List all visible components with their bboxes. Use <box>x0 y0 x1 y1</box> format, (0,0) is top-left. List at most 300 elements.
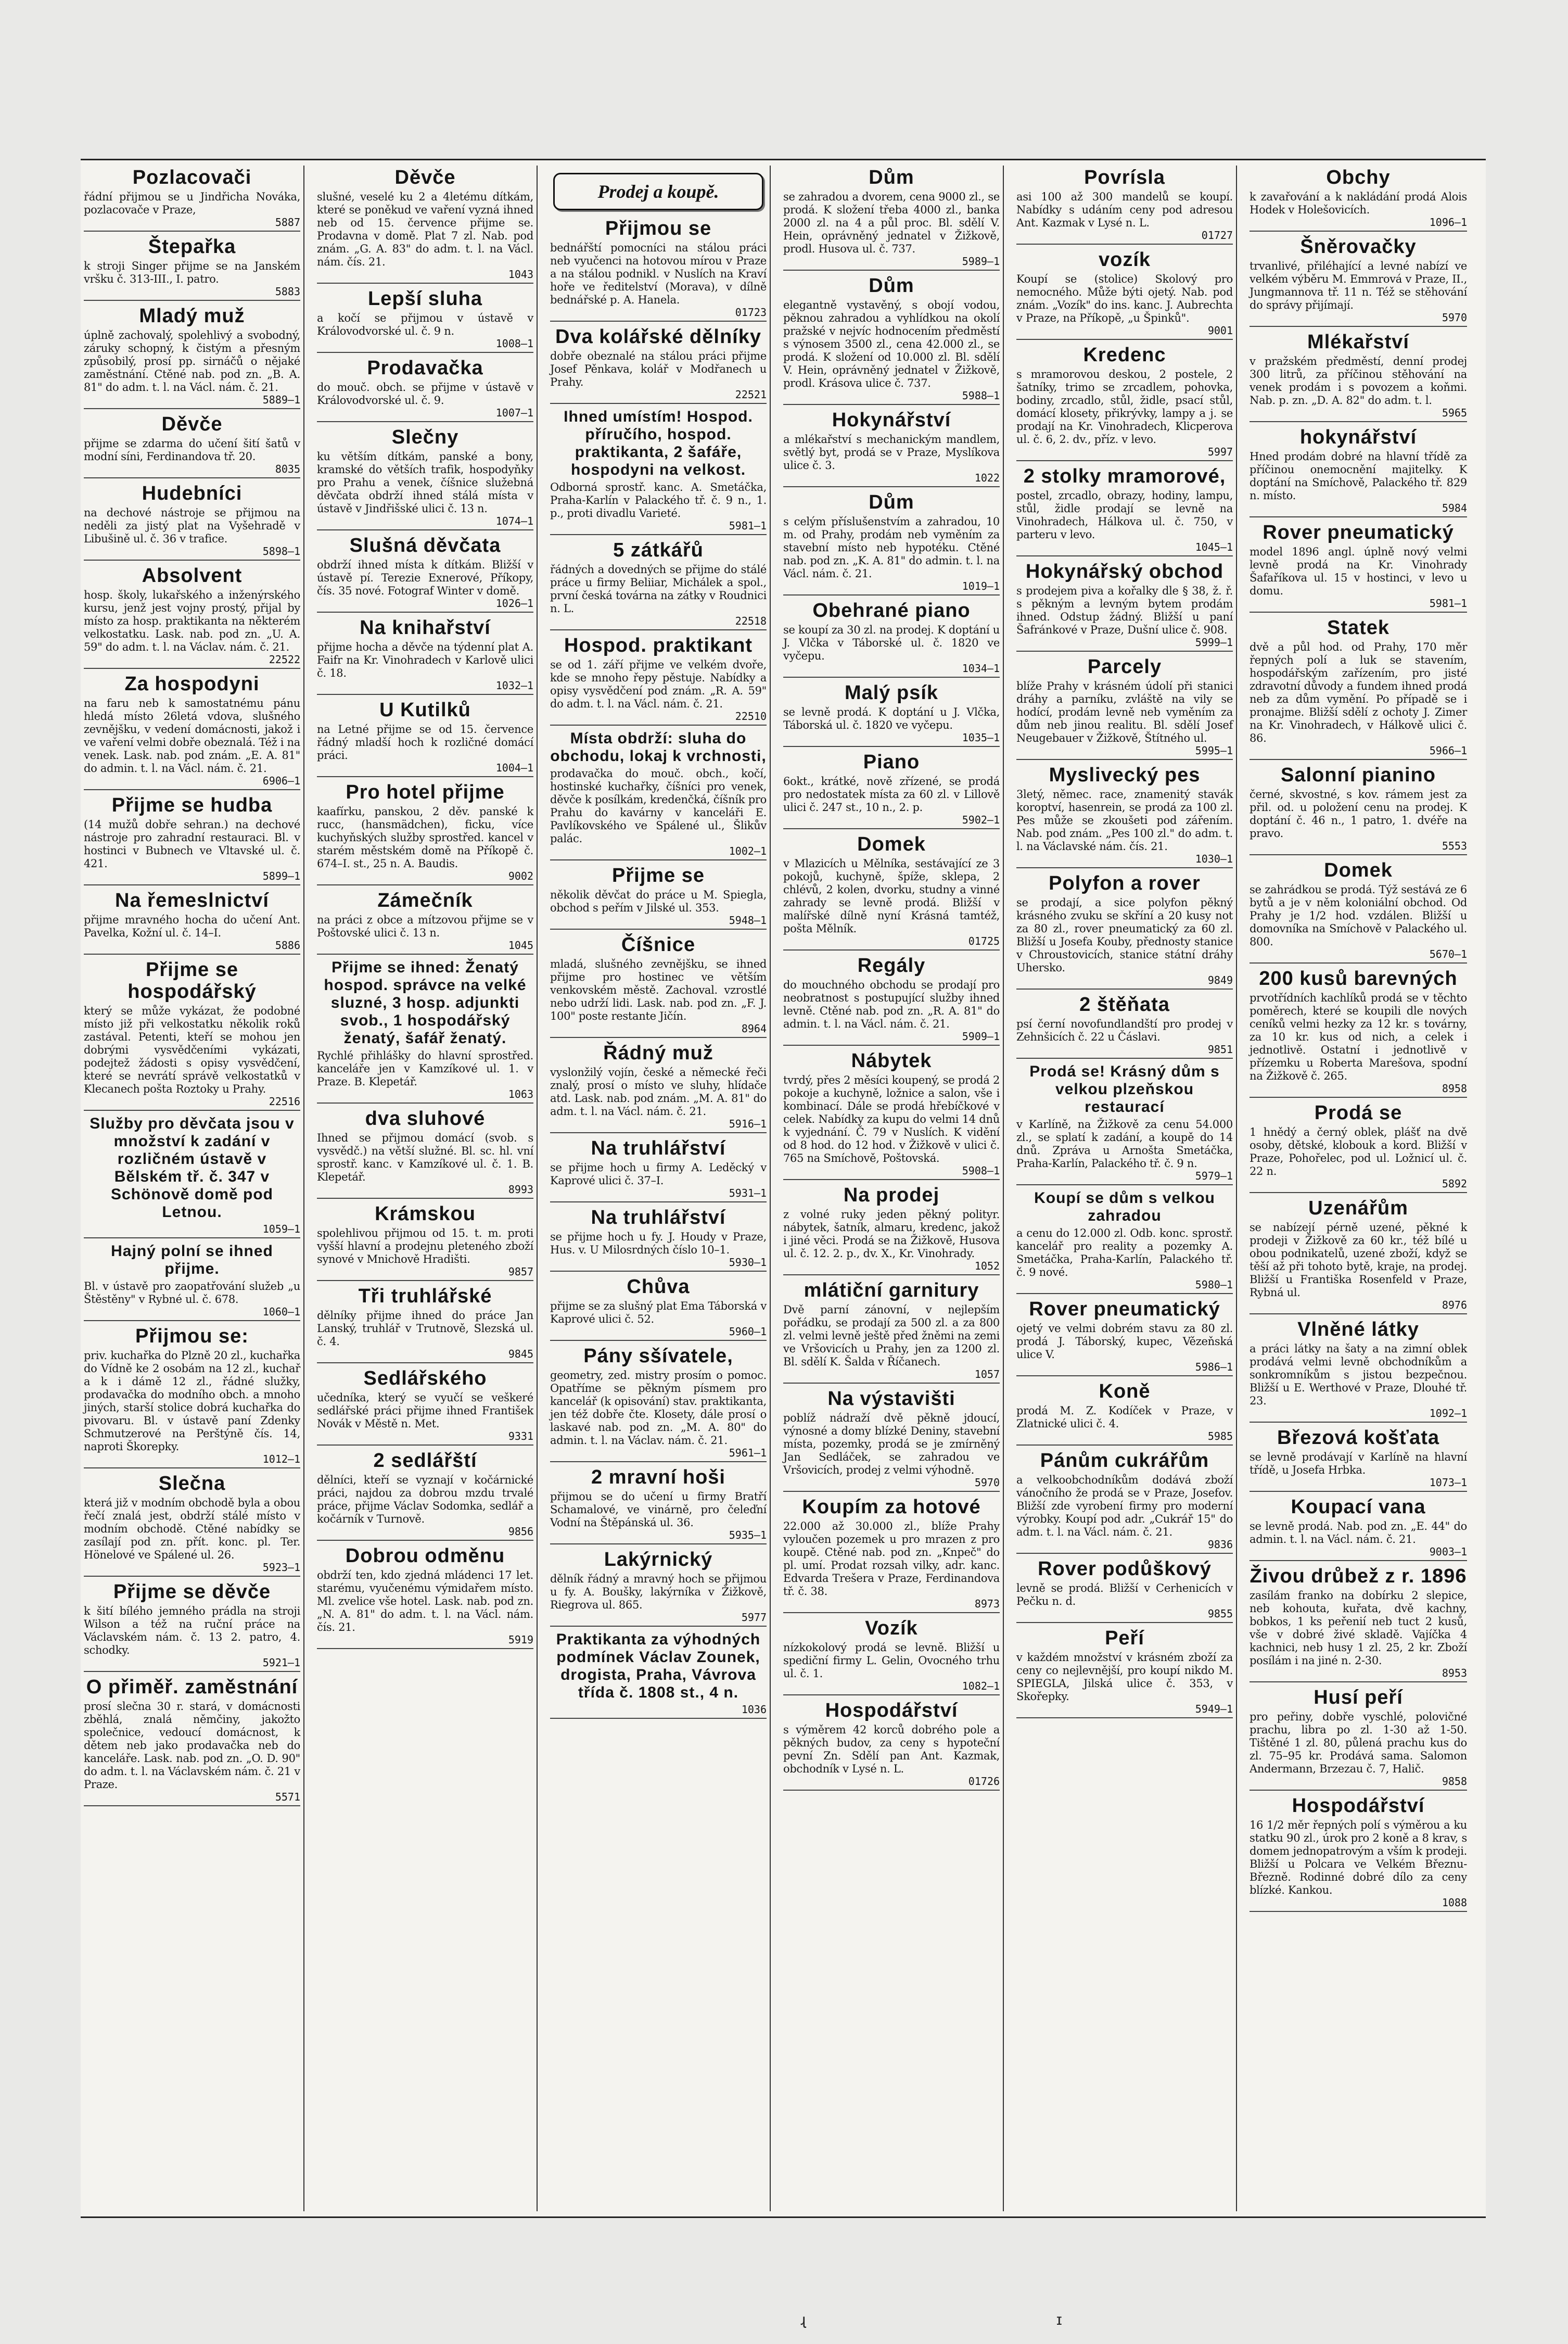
ad-text: na dechové nástroje se přijmou na neděli za jistý plat na Vyšehradě v Libušině ul. č. 36 v trafice. <box>84 506 300 545</box>
classified-ad <box>550 1466 767 1544</box>
classified-ad <box>84 1243 300 1321</box>
ad-text: Ihned se přijmou domácí (svob. s vysvědč.) na větší služné. Bl. sc. hl. vní sprostř. kanc. v Kamzíkové ul. č. 1. B. Klepetář. <box>317 1132 533 1183</box>
classified-ad <box>84 959 300 1111</box>
ad-heading: Slečny <box>391 426 459 448</box>
ad-reference-number: 22522 <box>269 653 300 666</box>
ad-heading: Vozík <box>865 1617 918 1639</box>
ad-reference-number: 5970 <box>1442 311 1467 324</box>
ad-reference-number: 5908–1 <box>962 1164 1000 1177</box>
ad-heading: Pro hotel přijme <box>346 781 505 803</box>
classified-ad <box>550 326 767 404</box>
ad-heading: Koupí se dům s velkou zahradou <box>1034 1189 1215 1224</box>
ad-text: slušné, veselé ku 2 a 4letému dítkám, které se poněkud ve vaření vyzná ihned neb od 15. července přijme se. Prodavna v domě. Plat 7 zl. Nab. pod znám. „G. A. 83" do adm. t. l. na Václ. nám. čís. 21. <box>317 191 533 268</box>
ad-heading: 2 mravní hoši <box>591 1466 725 1488</box>
ad-text: a velkoobchodníkům dodává zboží vánočního že prodá se v Praze, Josefov. Bližší zde vyrobení firmy pro moderní výrobky. Koupí pod adr. „Cukrář 15" do adm. t. l. na Václ. nám. č. 21. <box>1016 1474 1233 1538</box>
classified-ad <box>1016 561 1233 652</box>
ad-reference-number: 22521 <box>735 388 767 401</box>
ad-reference-number: 22510 <box>735 710 767 723</box>
classified-ad <box>1250 1197 1467 1314</box>
column-1 <box>81 166 304 2211</box>
ad-heading: Hospodářství <box>825 1700 958 1721</box>
column-6 <box>1246 166 1470 2211</box>
ad-reference-number: 5930–1 <box>729 1256 767 1269</box>
ad-heading: O přiměř. zaměstnání <box>86 1676 298 1698</box>
ad-reference-number: 22518 <box>735 615 767 627</box>
classified-ad <box>550 408 767 535</box>
classified-ad <box>783 1050 1000 1180</box>
ad-reference-number: 5916–1 <box>729 1118 767 1130</box>
ad-reference-number: 1012–1 <box>262 1453 300 1465</box>
ad-text: do mouč. obch. se přijme v ústavě v Královodvorské ul. č. 9. <box>317 381 533 407</box>
ad-text: spolehlivou přijmou od 15. t. m. proti vyšší hlavní a prodejnu pleteného zboží synové v Mnichově Hradišti. <box>317 1227 533 1265</box>
ad-heading: vozík <box>1098 249 1151 271</box>
ad-heading: Sedlářského <box>363 1367 487 1389</box>
ad-reference-number: 1057 <box>974 1368 1000 1380</box>
ad-text: elegantně vystavěný, s obojí vodou, pěknou zahradou a vyhlídkou na okolí pražské v nejvíc hodnocením předměstí s výnosem 3500 zl., cena 42.000 zl., se prodá. K složení od 10.000 zl. Bl. sdělí V. Hein, oprávněný jednatel v Žižkově, prodl. Krásova ulice č. 737. <box>783 299 1000 389</box>
classified-ad <box>783 1496 1000 1613</box>
ad-heading: Prodá se <box>1314 1102 1403 1124</box>
ad-text: Hned prodám dobré na hlavní třídě za příčinou onemocnění majitelky. K doptání na Smíchově, Palackého tř. 829 n. místo. <box>1250 450 1467 502</box>
ad-reference-number: 1004–1 <box>495 762 533 774</box>
ad-text: levně se prodá. Bližší v Cerhenicích v Pečku n. d. <box>1016 1582 1233 1607</box>
ad-text: a práci látky na šaty a na zimní oblek prodává velmi levně obchodníkům a sonkromníkům s jistou bezpečnou. Bližší u E. Werthové v Praze, Dlouhé tř. 23. <box>1250 1342 1467 1407</box>
ad-reference-number: 8953 <box>1442 1667 1467 1679</box>
classified-ad <box>783 1700 1000 1791</box>
ad-heading: Prodá se! Krásný dům s velkou plzeňskou restaurací <box>1029 1063 1220 1116</box>
ad-heading: Přijmou se <box>605 218 712 239</box>
ad-text: dvě a půl hod. od Prahy, 170 měr řepných polí a luk se stavením, hospodářským zařízením, pro jisté zdravotní důvody a fundem ihned prodá neb za dům vymění. Po případě se i pronajme. Bližší sdělí z ochoty J. Zimer na Kr. Vinohradech, v Hálkově ulici č. 86. <box>1250 641 1467 744</box>
classified-ad <box>1016 1450 1233 1554</box>
ad-text: Odborná sprostř. kanc. A. Smetáčka, Praha-Karlín v Palackého tř. č. 9 n., 1. p., proti divadlu Varieté. <box>550 481 767 520</box>
ad-text: v Mlazicích u Mělníka, sestávající ze 3 pokojů, kuchyně, špíže, sklepa, 2 chlévů, 2 kolen, dvorku, studny a vinné zahrady se levně prodá. Bližší v malířské dílně nyní Krásná tamtéž, pošta Mělník. <box>783 857 1000 935</box>
classified-ad <box>550 934 767 1038</box>
classified-ad <box>84 565 300 669</box>
ad-heading: Salonní pianino <box>1281 764 1436 786</box>
ad-heading: Absolvent <box>142 565 243 587</box>
classified-ad <box>1016 1380 1233 1446</box>
ad-text: 6okt., krátké, nově zřízené, se prodá pro nedostatek místa za 60 zl. v Lillově ulici č. 247 st., 10 n., 2. p. <box>783 775 1000 814</box>
classified-ad <box>1250 1427 1467 1492</box>
classified-ad <box>84 305 300 409</box>
ad-text: dělník řádný a mravný hoch se přijmou u fy. A. Boušky, lakýrníka v Žižkově, Riegrova ul. 865. <box>550 1573 767 1611</box>
classified-ad <box>550 1631 767 1719</box>
ad-reference-number: 5984 <box>1442 502 1467 514</box>
ad-heading: mlátiční garnitury <box>804 1279 979 1301</box>
ad-heading: Hokynářský obchod <box>1025 561 1224 582</box>
ad-reference-number: 1096–1 <box>1429 216 1467 229</box>
ad-heading: Dva kolářské dělníky <box>555 326 761 348</box>
ad-reference-number: 01725 <box>968 935 1000 947</box>
ad-text: se zahrádkou se prodá. Týž sestává ze 6 bytů a je v něm koloniální obchod. Od Prahy je 1/2 hod. vzdálen. Bližší u domovníka na Smíchově v Palackého ul. 800. <box>1250 883 1467 948</box>
classified-ad <box>317 288 533 353</box>
ad-reference-number: 1002–1 <box>729 845 767 857</box>
ad-reference-number: 6906–1 <box>262 775 300 787</box>
ad-heading: Slečna <box>158 1473 226 1494</box>
ad-heading: Obehrané piano <box>812 600 971 622</box>
ad-text: vyslonžilý vojín, české a německé řeči znalý, prosí o místo ve sluhy, hlídače atd. Lask. nab. pod znám. „M. A. 81" do adm. t. l. na Václ. nám. č. 21. <box>550 1066 767 1118</box>
ad-heading: Koupím za hotové <box>802 1496 981 1518</box>
classified-ad <box>1250 236 1467 327</box>
ad-heading: Peří <box>1105 1627 1144 1649</box>
ad-reference-number: 9845 <box>508 1348 533 1360</box>
ad-reference-number: 5986–1 <box>1195 1361 1233 1373</box>
ad-heading: Nábytek <box>851 1050 932 1072</box>
ad-text: bednářští pomocníci na stálou práci neb vyučenci na hotovou mírou v Praze a na stálou podnikl. v Nuslích na Kraví hoře ve ředitelství (Morava), v dílně bednářské p. A. Hanela. <box>550 242 767 306</box>
ad-text: se nabízejí pérně uzené, pěkné k prodeji v Žižkově za 60 kr., též bílé u obou podnikatelů, uzené zboží, když se těší až při tohoto bytě, kraje, na prodej. Bližší u Františka Rosenfeld v Praze, Rybná ul. <box>1250 1221 1467 1299</box>
ad-text: dělníky přijme ihned do práce Jan Lanský, truhlář v Trutnově, Slezská ul. č. 4. <box>317 1309 533 1348</box>
classified-ad <box>783 1388 1000 1492</box>
classified-ad <box>783 751 1000 829</box>
classified-ad <box>1250 968 1467 1098</box>
classified-ad <box>317 1108 533 1199</box>
ad-heading: Uzenářům <box>1308 1197 1408 1219</box>
ad-heading: Domek <box>1324 859 1393 881</box>
ad-reference-number: 9851 <box>1207 1043 1233 1056</box>
ad-heading: Na řemeslnictví <box>115 890 269 911</box>
ad-heading: Pozlacovači <box>132 167 252 188</box>
ad-reference-number: 5553 <box>1442 840 1467 852</box>
ad-heading: 2 štěňata <box>1079 994 1170 1016</box>
ad-text: prosí slečna 30 r. stará, v domácnosti zběhlá, znalá němčiny, jakožto společnice, vedoucí domácnost, k dětem neb jako prodavačka neb do kanceláře. Lask. nab. pod zn. „O. D. 90" do adm. t. l. na Václavském nám. č. 21 v Praze. <box>84 1700 300 1791</box>
ad-reference-number: 01723 <box>735 306 767 319</box>
column-3 <box>547 166 771 2211</box>
ad-text: s mramorovou deskou, 2 postele, 2 šatníky, trimo se zrcadlem, pohovka, bodiny, zrcadlo, stůl, židle, psací stůl, domácí klosety, přikrývky, lampy a j. se prodají na Kr. Vinohradech, Klicperova ul. č. 6, 2. dv., příz. v levo. <box>1016 368 1233 446</box>
ad-text: přijme mravného hocha do učení Ant. Pavelka, Kožní ul. č. 14–I. <box>84 914 300 939</box>
classified-ad <box>550 1276 767 1341</box>
classified-ad <box>84 1676 300 1806</box>
ad-text: úplně zachovalý, spolehlivý a svobodný, záruky schopný, k čistým a přesným způsobilý, prosí pp. sirnáčů o nějaké zaměstnání. Ctěné nab. pod zn. „B. A. 81" do adm. t. l. na Václ. nám. č. 21. <box>84 329 300 394</box>
classified-ad <box>783 167 1000 271</box>
ad-text: se levně prodá. K doptání u J. Vlčka, Táborská ul. č. 1820 ve vyčepu. <box>783 706 1000 731</box>
ad-reference-number: 9855 <box>1207 1607 1233 1620</box>
classified-ad <box>1250 1795 1467 1912</box>
ad-heading: Řádný muž <box>603 1042 713 1064</box>
ad-reference-number: 1059–1 <box>262 1223 300 1235</box>
ad-text: k šití bílého jemného prádla na stroji Wilson a též na ruční práce na Václavském nám. č. 13 2. patro, 4. schodky. <box>84 1605 300 1656</box>
classified-ad <box>84 1115 300 1238</box>
classified-ad <box>1250 426 1467 517</box>
ad-reference-number: 1030–1 <box>1195 853 1233 865</box>
classified-ad <box>1016 1063 1233 1185</box>
classified-ad <box>1250 522 1467 613</box>
ad-heading: Praktikanta za výhodných podmínek Václav Zounek, drogista, Praha, Vávrova třída č. 1808 st., 4 n. <box>556 1631 761 1701</box>
ad-text: v pražském předměstí, denní prodej 300 litrů, za příčinou stěhování na venek prodám i s povozem a koňmi. Nab. p. zn. „D. A. 82" do adm. t. l. <box>1250 355 1467 407</box>
ad-heading: Malý psík <box>844 682 939 704</box>
column-4 <box>780 166 1004 2211</box>
classified-ad <box>317 167 533 284</box>
ad-text: řádných a dovedných se přijme do stálé práce u firmy Beliiar, Michálek a spol., první česká továrna na zátky v Roudnici n. L. <box>550 563 767 615</box>
ad-reference-number: 1008–1 <box>495 337 533 350</box>
ad-text: obdrží ihned místa k dítkám. Bližší v ústavě pí. Terezie Exnerové, Příkopy, čís. 35 nové. Fotograf Winter v domě. <box>317 559 533 597</box>
ad-text: 22.000 až 30.000 zl., blíže Prahy vyloučen pozemek u pro mrazen z pro koupě. Ctěné nab. pod zn. „Knpeč" do pl. umí. Prodat rozsah vilky, adr. kanc. Edvarda Trešera v Praze, Ferdinandova tř. č. 38. <box>783 1520 1000 1598</box>
ad-reference-number: 9857 <box>508 1265 533 1278</box>
ad-text: černé, skvostné, s kov. rámem jest za přil. od. u položení cenu na prodej. K doptání č. 46 n., 1 patro, 1. dvéře na pravo. <box>1250 788 1467 840</box>
classified-ad <box>317 1203 533 1281</box>
ad-reference-number: 5883 <box>275 285 300 298</box>
classified-ad <box>550 1042 767 1133</box>
ad-heading: Myslivecký pes <box>1049 764 1201 786</box>
classified-ad <box>317 1450 533 1541</box>
classified-ad <box>317 959 533 1104</box>
classified-ad <box>317 699 533 777</box>
ad-text: na práci z obce a mítzovou přijme se v Poštovské ulici č. 13 n. <box>317 914 533 939</box>
ad-text: obdrží ten, kdo zjedná mládenci 17 let. starému, vyučenému výmidařem místo. Ml. zvelice vše hotel. Lask. nab. pod zn. „N. A. 81" do adm. t. l. na Václ. nám. čís. 21. <box>317 1569 533 1633</box>
ad-reference-number: 01727 <box>1201 229 1233 242</box>
classified-ad <box>550 1549 767 1627</box>
page-mark-right: ɪ <box>1056 2311 1062 2328</box>
classified-ad <box>783 1184 1000 1275</box>
ad-text: mladá, slušného zevnějšku, se ihned přijme pro hostinec ve větším venkovském městě. Zachoval. vzrostlé nebo udrží lidi. Lask. nab. pod zn. „F. J. 100" poste restante Jičín. <box>550 958 767 1022</box>
section-banner: Prodej a koupě. <box>553 173 763 210</box>
ad-reference-number: 9856 <box>508 1525 533 1538</box>
ad-reference-number: 5670–1 <box>1429 948 1467 960</box>
classified-ad <box>317 617 533 695</box>
classified-ad <box>550 1137 767 1202</box>
ad-reference-number: 1043 <box>508 268 533 281</box>
ad-text: zasílám franko na dobírku 2 slepice, neb kohouta, kuřata, dvě kachny, bobkos, 1 ks peřenií neb tuct 2 kusů, vše v dobré živé skladě. Vajíčka 4 kachnici, neb husy 1 zl. 25, 2 kr. Zboží posílám i na jiné n. 2-30. <box>1250 1589 1467 1667</box>
ad-heading: Dům <box>869 491 914 513</box>
ad-heading: Domek <box>857 833 926 855</box>
ad-reference-number: 8958 <box>1442 1082 1467 1095</box>
ad-text: učedníka, který se vyučí se veškeré sedlářské práci přijme ihned František Novák v Městě n. Met. <box>317 1391 533 1430</box>
column-5 <box>1013 166 1237 2211</box>
classified-ad <box>84 1325 300 1468</box>
ad-text: se zahradou a dvorem, cena 9000 zl., se prodá. K složení třeba 4000 zl., banka 2000 zl. na 4 a půl proc. Bl. sdělí V. Hein, oprávněný jednatel v Žižkově, prodl. Husova ul. č. 737. <box>783 191 1000 255</box>
ad-reference-number: 5919 <box>508 1633 533 1646</box>
ad-text: dobře obeznalé na stálou práci přijme Josef Pěnkava, kolář v Modřanech u Prahy. <box>550 350 767 388</box>
ad-heading: Ihned umístím! Hospod. příručího, hospod. praktikanta, 2 šafáře, hospodyni na velkost. <box>564 408 753 478</box>
ad-text: přijme se zdarma do učení šití šatů v modní síni, Ferdinandova tř. 20. <box>84 437 300 463</box>
ad-text: se přijme hoch u firmy A. Leděcký v Kaprové ulici č. 37–I. <box>550 1161 767 1187</box>
ad-reference-number: 1032–1 <box>495 679 533 692</box>
ad-reference-number: 22516 <box>269 1095 300 1108</box>
ad-reference-number: 1045–1 <box>1195 541 1233 553</box>
ad-reference-number: 9836 <box>1207 1538 1233 1551</box>
ad-heading: Zámečník <box>377 890 473 911</box>
ad-text: která již v modním obchodě byla a obou řečí znalá jest, obdrží stálé místo v modním obchodě. Ctěné nabídky se zasílají pod zn. přít. konc. pl. Ter. Hönelové ve Spálené ul. 26. <box>84 1497 300 1561</box>
ad-reference-number: 8993 <box>508 1183 533 1196</box>
ad-text: (14 mužů dobře sehran.) na dechové nástroje pro zahradní restauraci. Bl. v hostinci v Bubnech ve Vltavské ul. č. 421. <box>84 818 300 870</box>
ad-text: blíže Prahy v krásném údolí při stanici dráhy a parníku, zvláště na vily se hodící, prodám levně neb vyměním za dům neb jinou realitu. Bl. sdělí Josef Neugebauer v Žižkově, Štítného ul. <box>1016 680 1233 744</box>
ad-heading: Na prodej <box>843 1184 940 1206</box>
ad-reference-number: 5899–1 <box>262 870 300 882</box>
ad-text: prodá M. Z. Kodíček v Praze, v Zlatnické ulici č. 4. <box>1016 1404 1233 1430</box>
ad-heading: Kredenc <box>1083 344 1166 366</box>
ad-heading: Lepší sluha <box>367 288 483 310</box>
ad-text: s celým příslušenstvím a zahradou, 10 m. od Prahy, prodám neb vyměním za stavební místo neb hypotéku. Ctěné nab. pod zn. „K. A. 81" do admin. t. l. na Václ. nám. č. 21. <box>783 515 1000 580</box>
classified-ad <box>317 781 533 885</box>
classified-ad <box>1016 344 1233 461</box>
ad-text: v Karlíně, na Žižkově za cenu 54.000 zl., se splatí k zadání, a koupě do 14 dnů. Zpráva u Arnošta Smetáčka, Praha-Karlín, Palackého tř. č. 9 n. <box>1016 1118 1233 1170</box>
ad-reference-number: 5981–1 <box>729 520 767 532</box>
ad-text: tvrdý, přes 2 měsíci koupený, se prodá 2 pokoje a kuchyně, ložnice a salon, vše i kombinací. Dále se prodá hřebíčkové v celek. Nabídky za kupu do velmi 14 dnů k vyjednání. Č. 79 v Nuslích. K vidění od 8 hod. do 12 hod. v Žižkově v ulici č. 765 na Smíchově, Poštovská. <box>783 1074 1000 1164</box>
ad-heading: Slušná děvčata <box>349 535 501 556</box>
classified-ad <box>783 409 1000 487</box>
ad-heading: Rover pneumatický <box>1029 1298 1220 1320</box>
classified-ad <box>1250 1565 1467 1682</box>
ad-heading: Březová košťata <box>1277 1427 1439 1449</box>
ad-heading: Krámskou <box>375 1203 476 1225</box>
ad-heading: Dům <box>869 167 914 188</box>
ad-text: se přijme hoch u fy. J. Houdy v Praze, Hus. v. U Milosrdných číslo 10–1. <box>550 1231 767 1256</box>
ad-text: geometry, zed. mistry prosím o pomoc. Opatříme se pěkným písmem pro kancelář (k opisování) stav. praktikanta, jen též dobře čte. Klosety, dále prosí o laskavé nab. pod zn. „M. A. 80" do admin. t. l. na Václav. nám. č. 21. <box>550 1369 767 1447</box>
ad-text: 3letý, němec. race, znamenitý stavák koroptví, hasenrein, se prodá za 100 zl. Pes může se zkoušeti pod zářením. Nab. pod znám. „Pes 100 zl." do adm. t. l. na Václavské nám. čís. 21. <box>1016 788 1233 853</box>
classified-ad <box>1250 617 1467 760</box>
ad-heading: Statek <box>1327 617 1390 639</box>
ad-heading: Živou drůbež z r. 1896 <box>1250 1565 1467 1587</box>
ad-heading: Lakýrnický <box>604 1549 713 1570</box>
ad-text: prodavačka do mouč. obch., kočí, hostinské kuchařky, číšníci pro venek, děvče k posílkám, kredenčká, číšník pro Prahu do kavárny v kanceláři E. Pavlíkovského ve Spálené ul., Šlikův palác. <box>550 767 767 845</box>
classified-ad <box>84 673 300 790</box>
column-2 <box>314 166 538 2211</box>
classified-ad <box>550 635 767 726</box>
classified-ad <box>783 600 1000 678</box>
ad-text: ojetý ve velmi dobrém stavu za 80 zl. prodá J. Táborský, kupec, Vězeňská ulice V. <box>1016 1322 1233 1361</box>
ad-heading: Vlněné látky <box>1297 1319 1419 1340</box>
ad-reference-number: 1034–1 <box>962 662 1000 675</box>
ad-reference-number: 5961–1 <box>729 1447 767 1459</box>
ad-heading: hokynářství <box>1299 426 1417 448</box>
ad-text: Dvě parní zánovní, v nejlepším pořádku, se prodají za 500 zl. a za 800 zl. velmi levně ještě před žněmi na zemi ve Vršovicích u Prahy, jen za 1200 zl. Bl. sdělí K. Šalda v Říčanech. <box>783 1303 1000 1368</box>
ad-text: řádní přijmou se u Jindřicha Nováka, pozlacovače v Praze, <box>84 191 300 216</box>
ad-heading: 200 kusů barevných <box>1259 968 1458 990</box>
classified-ad <box>1016 764 1233 868</box>
classified-ad <box>783 682 1000 747</box>
ad-reference-number: 1045 <box>508 939 533 952</box>
ad-reference-number: 5902–1 <box>962 814 1000 826</box>
classified-ad <box>84 167 300 232</box>
ad-reference-number: 5949–1 <box>1195 1703 1233 1715</box>
ad-text: asi 100 až 300 mandelů se koupí. Nabídky s udáním ceny pod adresou Ant. Kazmak v Lysé n. L. <box>1016 191 1233 229</box>
ad-reference-number: 5985 <box>1207 1430 1233 1442</box>
ad-heading: Pánům cukrářům <box>1040 1450 1209 1472</box>
ad-text: se koupí za 30 zl. na prodej. K doptání u J. Vlčka v Táborské ul. č. 1820 ve vyčepu. <box>783 624 1000 662</box>
ad-heading: Na výstavišti <box>827 1388 955 1410</box>
ad-text: pro peřiny, dobře vyschlé, polovičné prachu, libra po zl. 1-30 až 1-50. Tištěné 1 zl. 80, půlená prachu kus do zl. 75–95 kr. Prodává sama. Salomon Andermann, Brzezau č. 7, Halič. <box>1250 1711 1467 1775</box>
ad-reference-number: 1074–1 <box>495 515 533 527</box>
ad-reference-number: 1092–1 <box>1429 1407 1467 1420</box>
classified-ad <box>317 426 533 530</box>
ad-heading: 5 zátkářů <box>613 539 704 561</box>
classified-ad <box>84 794 300 885</box>
ad-text: který se může vykázat, že podobné místo již při velkostatku několik roků zastával. Petenti, kteří se mohou jen dobrými vysvědčeními vykázati, podejtež žádosti s opisy vysvědčení, které se nevrátí správě velkostatků v Klecanech pošta Roztoky u Prahy. <box>84 1005 300 1095</box>
classified-ad <box>1250 764 1467 855</box>
ad-reference-number: 9003–1 <box>1429 1545 1467 1558</box>
ad-heading: Obchy <box>1326 167 1391 188</box>
ad-text: priv. kuchařka do Plzně 20 zl., kuchařka do Vídně ke 2 osobám na 12 zl., kuchař a k i dámě 12 zl., řádné služky, prodavačka do modního obch. a mnoho jiných, starší stolice dobrá kuchařka do pivovaru. Bl. v ústavě paní Zdenky Schmutzerové na Perštýně čís. 14, naproti Škorepky. <box>84 1349 300 1453</box>
ad-heading: Prodavačka <box>367 357 483 379</box>
classified-ad <box>550 865 767 930</box>
ad-reference-number: 1060–1 <box>262 1306 300 1318</box>
ad-text: přijmou se do učení u firmy Bratří Schamalové, ve vinárně, pro čeleďní Vodní na Štěpánská ul. 36. <box>550 1490 767 1529</box>
ad-text: 1 hnědý a černý oblek, plášť na dvě osoby, dětské, klobouk a kord. Bližší v Praze, Pohořelec, pod ul. Ložnicí ul. č. 22 n. <box>1250 1126 1467 1177</box>
classified-ad <box>783 1279 1000 1384</box>
ad-reference-number: 5980–1 <box>1195 1278 1233 1291</box>
ad-text: do mouchného obchodu se prodají pro neobratnost s postupující služby ihned levně. Ctěné nab. pod zn. „R. A. 81" do admin. t. l. na Václ. nám. č. 21. <box>783 979 1000 1030</box>
ad-heading: Hospodářství <box>1292 1795 1425 1817</box>
ad-reference-number: 5988–1 <box>962 389 1000 402</box>
ad-reference-number: 1073–1 <box>1429 1476 1467 1489</box>
classified-ad <box>317 1367 533 1446</box>
classified-ad <box>84 413 300 478</box>
ad-text: 16 1/2 měr řepných polí s výměrou a ku statku 90 zl., úrok pro 2 koně a 8 krav, s domem jednopatrovým a vším k prodeji. Bližší u Polcara ve Velkém Březnu-Březně. Rodinné dobré dílo za ceny blízké. Kankou. <box>1250 1819 1467 1896</box>
ad-reference-number: 5571 <box>275 1791 300 1803</box>
ad-reference-number: 5889–1 <box>262 394 300 406</box>
ad-reference-number: 1088 <box>1442 1896 1467 1909</box>
ad-heading: Na knihařství <box>360 617 491 639</box>
ad-reference-number: 1036 <box>741 1703 767 1716</box>
ad-reference-number: 5979–1 <box>1195 1170 1233 1182</box>
classified-ad <box>317 890 533 955</box>
ad-reference-number: 5970 <box>974 1476 1000 1489</box>
ad-reference-number: 8976 <box>1442 1299 1467 1311</box>
page-mark-left: ɻ <box>800 2311 806 2328</box>
ad-heading: Koupací vana <box>1291 1496 1426 1518</box>
ad-heading: Šněrovačky <box>1300 236 1417 258</box>
classified-ad <box>1016 656 1233 760</box>
ad-heading: Dobrou odměnu <box>345 1545 505 1567</box>
ad-text: Koupí se (stolice) Skolový pro nemocného. Může býti ojetý. Nab. pod znám. „Vozík" do ins. kanc. J. Aubrechta v Praze, na Příkopě, „u Špinků". <box>1016 273 1233 324</box>
ad-heading: Štepařka <box>148 236 236 258</box>
ad-reference-number: 1082–1 <box>962 1680 1000 1692</box>
ad-heading: Koně <box>1099 1380 1151 1402</box>
ad-reference-number: 5887 <box>275 216 300 229</box>
classified-ad <box>783 833 1000 951</box>
ad-text: nízkokolový prodá se levně. Bližší u spediční firmy L. Gelin, Ovocného trhu ul. č. 1. <box>783 1641 1000 1680</box>
ad-text: přijme hocha a děvče na týdenní plat A. Faifr na Kr. Vinohradech v Karlově ulici č. 18. <box>317 641 533 679</box>
ad-reference-number: 9001 <box>1207 324 1233 337</box>
classified-ad <box>550 539 767 630</box>
ad-heading: U Kutilků <box>379 699 471 721</box>
ad-reference-number: 1063 <box>508 1088 533 1100</box>
classified-ad <box>84 890 300 955</box>
ad-heading: Přijme se <box>612 865 705 886</box>
ad-heading: Hokynářství <box>832 409 951 431</box>
ad-heading: Pány sšívatele, <box>583 1345 733 1367</box>
ad-reference-number: 5997 <box>1207 446 1233 458</box>
ad-reference-number: 8035 <box>275 463 300 475</box>
ad-text: s prodejem piva a kořalky dle § 38, ž. ř. s pěkným a levným bytem prodám ihned. Odstup žádný. Bližší u paní Šafránkové v Praze, Dušní ulice č. 908. <box>1016 585 1233 636</box>
classified-ad <box>1250 1102 1467 1193</box>
ad-reference-number: 5898–1 <box>262 545 300 558</box>
ad-reference-number: 5892 <box>1442 1177 1467 1190</box>
classified-ad <box>1016 249 1233 340</box>
classified-ad <box>317 357 533 422</box>
classified-ad <box>317 1545 533 1649</box>
ad-text: postel, zrcadlo, obrazy, hodiny, lampu, stůl, židle prodají se levně na Vinohradech, Hálkova ul. č. 750, v parteru v levo. <box>1016 489 1233 541</box>
ad-heading: Hajný polní se ihned přijme. <box>111 1243 273 1277</box>
ad-heading: Přijme se ihned: Ženatý hospod. správce na velké sluzné, 3 hosp. adjunkti svob., 1 hospodářský ženatý, šafář ženatý. <box>324 959 527 1047</box>
ad-heading: Husí peří <box>1314 1687 1403 1708</box>
ad-heading: Děvče <box>161 413 223 435</box>
ad-heading: 2 stolky mramorové, <box>1023 465 1226 487</box>
ad-reference-number: 1007–1 <box>495 407 533 419</box>
ad-heading: Rover pneumatický <box>1263 522 1454 543</box>
classified-ad <box>317 535 533 613</box>
classified-ad <box>1250 1319 1467 1423</box>
ad-reference-number: 5999–1 <box>1195 636 1233 649</box>
newspaper-page <box>81 159 1486 2218</box>
ad-text: se od 1. září přijme ve velkém dvoře, kde se mnoho řepy pěstuje. Nabídky a opisy vysvědčení pod znám. „R. A. 59" do adm. t. l. na Václ. nám. č. 21. <box>550 658 767 710</box>
classified-ad <box>1016 465 1233 556</box>
classified-ad <box>84 1473 300 1577</box>
ad-text: psí černí novofundlandští pro prodej v Zehnšicích č. 22 u Čáslavi. <box>1016 1018 1233 1043</box>
ad-heading: Na truhlářství <box>591 1207 726 1228</box>
ad-reference-number: 9331 <box>508 1430 533 1442</box>
ad-heading: Dům <box>869 275 914 297</box>
ad-text: prvotřídních kachlíků prodá se v těchto poměrech, které se koupili dle nových ceníků velmi hezky za 12 kr. s továrny, za 10 kr. kus od nich, a celek i jednotlivě. Ostatní i jednotlivě v přízemku u Roberta Marešova, spodní na Žižkově č. 265. <box>1250 992 1467 1082</box>
ad-text: z volné ruky jeden pěkný polityr. nábytek, šatník, almaru, kredenc, jakož i jiné věci. Prodá se na Žižkově, Husova ul. č. 12. 2. p., dv. X., Kr. Vinohrady. <box>783 1208 1000 1260</box>
